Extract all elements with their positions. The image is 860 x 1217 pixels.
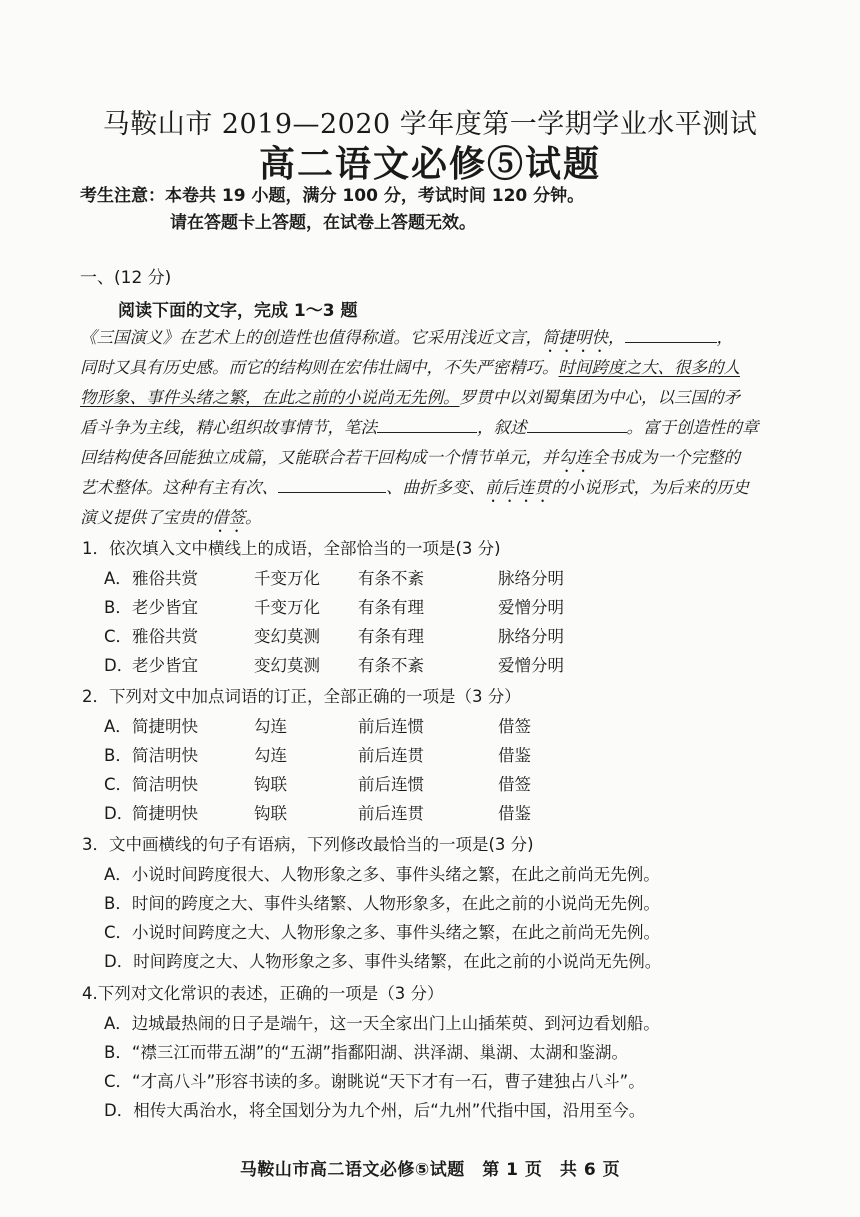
question-4-option-a: A．边城最热闹的日子是端午，这一天全家出门上山插茱萸、到河边看划船。 xyxy=(104,1014,660,1033)
passage-text: 《三国演义》在艺术上的创造性也值得称道。它采用浅近文言， xyxy=(80,328,542,347)
option-cell: 变幻莫测 xyxy=(254,627,320,646)
option-cell: 有条不紊 xyxy=(358,569,424,588)
notice-line-1: 考生注意：本卷共 19 小题，满分 100 分，考试时间 120 分钟。 xyxy=(80,186,585,206)
option-cell: 前后连贯 xyxy=(358,804,424,823)
option-cell: 勾连 xyxy=(254,746,287,765)
question-4-stem: 4.下列对文化常识的表述，正确的一项是（3 分） xyxy=(82,984,444,1003)
dotted-word: 前后连贯 xyxy=(485,478,551,497)
passage-text: 、曲折多变、 xyxy=(386,478,485,497)
option-cell: 爱憎分明 xyxy=(498,656,564,675)
reading-passage xyxy=(80,323,780,533)
passage-line xyxy=(80,413,780,443)
passage-text: ， xyxy=(608,328,625,347)
fill-blank xyxy=(377,416,477,433)
option-key: A． xyxy=(104,717,132,736)
section-instruction: 阅读下面的文字，完成 1～3 题 xyxy=(118,301,358,321)
section-heading: 一、(12 分) xyxy=(80,268,172,288)
question-3-option-b: B．时间的跨度之大、事件头绪繁、人物形象多，在此之前的小说尚无先例。 xyxy=(104,894,660,913)
question-4-option-c: C．“才高八斗”形容书读的多。谢眺说“天下才有一石，曹子建独占八斗”。 xyxy=(104,1072,645,1091)
option-cell: 勾连 xyxy=(254,717,287,736)
passage-line xyxy=(80,353,780,383)
option-key: C． xyxy=(104,775,133,794)
option-cell: 爱憎分明 xyxy=(498,598,564,617)
option-cell: 脉络分明 xyxy=(498,627,564,646)
option-cell: 借签 xyxy=(498,717,531,736)
passage-text: 。富于创造性的章 xyxy=(626,418,759,437)
question-3-option-a: A．小说时间跨度很大、人物形象之多、事件头绪之繁，在此之前尚无先例。 xyxy=(104,865,660,884)
passage-line xyxy=(80,323,780,353)
option-key: A． xyxy=(104,569,132,588)
question-3-option-c: C．小说时间跨度之大、人物形象之多、事件头绪之繁，在此之前尚无先例。 xyxy=(104,923,661,942)
dotted-word: 简捷明快 xyxy=(542,328,608,347)
option-cell: 千变万化 xyxy=(254,569,320,588)
dotted-word: 借签 xyxy=(212,508,245,527)
option-cell: 借鉴 xyxy=(498,804,531,823)
question-4-option-b: B．“襟三江而带五湖”的“五湖”指鄱阳湖、洪泽湖、巢湖、太湖和鉴湖。 xyxy=(104,1043,629,1062)
option-key: C． xyxy=(104,627,133,646)
option-cell: 有条有理 xyxy=(358,627,424,646)
option-cell: 简捷明快 xyxy=(132,717,198,736)
question-1-stem: 1．依次填入文中横线上的成语，全部恰当的一项是(3 分) xyxy=(82,539,501,558)
dotted-word: 勾连 xyxy=(558,448,592,467)
option-key: B． xyxy=(104,746,132,765)
passage-text: 的小说形式，为后来的历史 xyxy=(551,478,749,497)
passage-line xyxy=(80,383,780,413)
option-cell: 脉络分明 xyxy=(498,569,564,588)
option-key: B． xyxy=(104,598,132,617)
passage-text: ， xyxy=(716,328,733,347)
question-4-option-d: D．相传大禹治水，将全国划分为九个州，后“九州”代指中国，沿用至今。 xyxy=(104,1101,646,1120)
passage-text: 演义提供了宝贵的 xyxy=(80,508,212,527)
passage-line xyxy=(80,443,780,473)
exam-title: 马鞍山市 2019—2020 学年度第一学期学业水平测试 xyxy=(102,109,758,140)
passage-text: 回结构使各回能独立成篇，又能联合若干回构成一个情节单元，并 xyxy=(80,448,559,467)
option-key: D． xyxy=(104,656,134,675)
option-cell: 前后连贯 xyxy=(358,746,424,765)
exam-subtitle: 高二语文必修⑤试题 xyxy=(258,143,601,185)
passage-line xyxy=(80,473,780,503)
fill-blank xyxy=(625,326,717,343)
option-cell: 钩联 xyxy=(254,804,287,823)
option-cell: 简洁明快 xyxy=(132,746,198,765)
option-cell: 钩联 xyxy=(254,775,287,794)
fill-blank xyxy=(278,476,386,493)
underlined-sentence: 物形象、事件头绪之繁，在此之前的小说尚无先例。 xyxy=(80,388,460,407)
question-3-option-d: D．时间跨度之大、人物形象之多、事件头绪繁，在此之前的小说尚无先例。 xyxy=(104,952,662,971)
option-cell: 变幻莫测 xyxy=(254,656,320,675)
notice-line-2: 请在答题卡上答题，在试卷上答题无效。 xyxy=(170,213,476,233)
exam-notice xyxy=(80,183,584,237)
passage-text: 盾斗争为主线，精心组织故事情节，笔法 xyxy=(80,418,377,437)
option-cell: 简洁明快 xyxy=(132,775,198,794)
option-cell: 有条有理 xyxy=(358,598,424,617)
underlined-sentence: 时间跨度之大、很多的人 xyxy=(558,358,740,377)
passage-line xyxy=(80,503,780,533)
passage-text: 全书成为一个完整的 xyxy=(591,448,740,467)
option-cell: 老少皆宜 xyxy=(132,656,198,675)
option-cell: 前后连惯 xyxy=(358,717,424,736)
option-cell: 简捷明快 xyxy=(132,804,198,823)
option-cell: 前后连惯 xyxy=(358,775,424,794)
page-footer: 马鞍山市高二语文必修⑤试题 第 1 页 共 6 页 xyxy=(239,1160,621,1180)
passage-text: 。 xyxy=(245,508,262,527)
question-3-stem: 3．文中画横线的句子有语病，下列修改最恰当的一项是(3 分) xyxy=(82,835,534,854)
option-cell: 雅俗共赏 xyxy=(132,627,198,646)
option-cell: 有条不紊 xyxy=(358,656,424,675)
question-2-stem: 2．下列对文中加点词语的订正，全部正确的一项是（3 分） xyxy=(82,687,521,706)
option-key: D． xyxy=(104,804,134,823)
option-cell: 借签 xyxy=(498,775,531,794)
passage-text: 艺术整体。这种有主有次、 xyxy=(80,478,278,497)
passage-text: ，叙述 xyxy=(477,418,527,437)
option-cell: 借鉴 xyxy=(498,746,531,765)
option-cell: 老少皆宜 xyxy=(132,598,198,617)
option-cell: 雅俗共赏 xyxy=(132,569,198,588)
passage-text: 罗贯中以刘蜀集团为中心，以三国的矛 xyxy=(459,388,740,407)
passage-text: 同时又具有历史感。而它的结构则在宏伟壮阔中，不失严密精巧。 xyxy=(80,358,559,377)
option-cell: 千变万化 xyxy=(254,598,320,617)
fill-blank xyxy=(527,416,627,433)
